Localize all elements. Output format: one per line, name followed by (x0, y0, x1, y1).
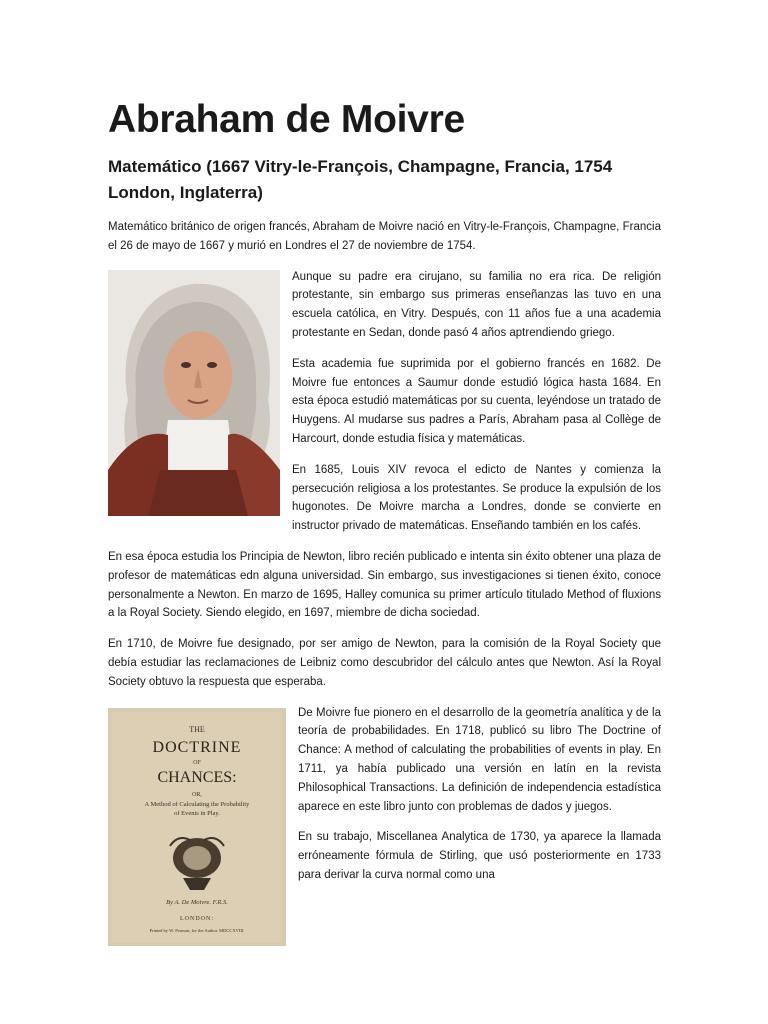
book-cover-illustration (108, 708, 286, 946)
book-line2: DOCTRINE (152, 738, 242, 756)
page-subtitle: Matemático (1667 Vitry-le-François, Champagne, Francia, 1754 London, Inglaterra) (108, 157, 613, 202)
paragraph-miscellanea: En su trabajo, Miscellanea Analytica de 1730, ya aparece la llamada erróneamente fórmula de Stirling, que usó posteriormente en 1733 para derivar la curva normal como una (298, 831, 661, 881)
book-author: By A. De Moivre. F.R.S. (166, 898, 228, 906)
paragraph-academy: Esta academia fue suprimida por el gobierno francés en 1682. De Moivre fue entonces a Saumur donde estudió lógica hasta 1684. En esta época estudió matemáticas por su cuenta, leyéndose un tratado de Huygens. Al mudarse sus padres a París, Abraham pasa al Collège de Harcourt, donde estudia física y matemáticas. (292, 357, 661, 445)
book-line3: OF (193, 759, 201, 766)
book-line6: A Method of Calculating the Probability (144, 800, 250, 808)
paragraph-childhood: Aunque su padre era cirujano, su familia no era rica. De religión protestante, sin embargo sus primeras enseñanzas las tuvo en una escuela católica, en Vitry. Después, con 11 años fue a una academia protestante en Sedan, donde pasó 4 años aptrendiendo griego. (292, 270, 661, 339)
portrait-image (108, 270, 280, 516)
paragraph-intro: Matemático británico de origen francés, Abraham de Moivre nació en Vitry-le-François, Champagne, Francia el 26 de mayo de 1667 y murió en Londres el 27 de noviembre de 1754. (108, 221, 661, 252)
paragraph-probability: De Moivre fue pionero en el desarrollo de la geometría analítica y de la teoría de probabilidades. En 1718, publicó su libro The Doctrine of Chance: A method of calculating the probabilities of events in play. En 1711, ya había publicado una versión en latín en la revista Philosophical Transactions. La definición de independencia estadística aparece en este libro junto con problemas de dados y juegos. (298, 706, 661, 813)
book-line7: of Events in Play. (174, 809, 220, 817)
paragraph-principia: En esa época estudia los Principia de Newton, libro recién publicado e intenta sin éxito obtener una plaza de profesor de matemáticas edn alguna universidad. Sin embargo, sus investigaciones si tienen éxito, conoce personalmente a Newton. En marzo de 1695, Halley comunica su primer artículo titulado Method of fluxions a la Royal Society. Siendo elegido, en 1697, miembre de dicha sociedad. (108, 550, 661, 620)
book-line4: CHANCES: (157, 768, 237, 786)
paragraph-royal-society: En 1710, de Moivre fue designado, por ser amigo de Newton, para la comisión de la Royal Society que debía estudiar las reclamaciones de Leibniz como descubridor del cálculo antes que Newton. Así la Royal Society obtuvo la respuesta que esperaba. (108, 638, 661, 688)
portrait-illustration (108, 270, 280, 516)
book-imprint: Printed by W. Pearson, for the Author. MDCCXVIII. (149, 927, 245, 933)
document-page (108, 96, 661, 952)
book-place: LONDON: (180, 915, 214, 922)
book-line5: OR, (192, 791, 202, 798)
book-line1: THE (189, 724, 205, 734)
book-cover-image (108, 708, 286, 946)
paragraph-nantes: En 1685, Louis XIV revoca el edicto de Nantes y comienza la persecución religiosa a los protestantes. Se produce la expulsión de los hugonotes. De Moivre marcha a Londres, donde se convierte en instructor privado de matemáticas. Enseñando también en los cafés. (292, 463, 661, 533)
page-title: Abraham de Moivre (108, 98, 465, 141)
